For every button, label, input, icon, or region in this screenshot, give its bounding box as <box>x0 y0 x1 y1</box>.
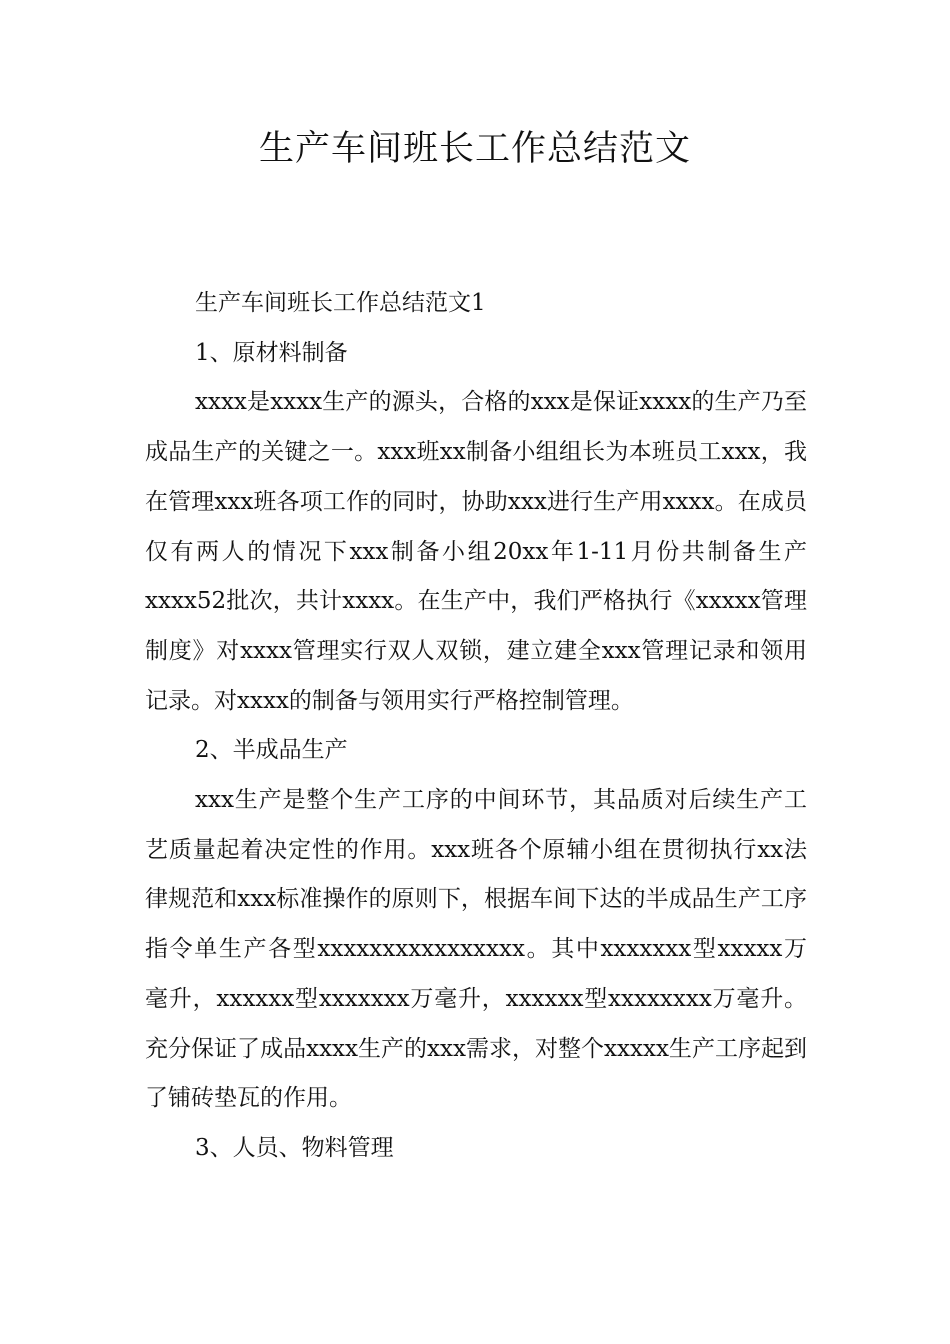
section-heading-raw-materials: 1、原材料制备 <box>195 339 348 366</box>
document-title: 生产车间班长工作总结范文 <box>258 129 691 169</box>
section-heading-main: 生产车间班长工作总结范文1 <box>195 290 486 316</box>
section-heading-semi-finished: 2、半成品生产 <box>195 737 348 764</box>
document-body <box>145 279 807 1174</box>
paragraph-semi-finished: xxx生产是整个生产工序的中间环节，其品质对后续生产工艺质量起着决定性的作用。xxx班各个原辅小组在贯彻执行xx法律规范和xxx标准操作的原则下，根据车间下达的半成品生产工序指令单生产各型xxxxxxxxxxxxxxxx。其中xxxxxxx型xxxxx万毫升，xxxxxx型xxxxxxx万毫升，xxxxxx型xxxxxxxx万毫升。充分保证了成品xxxx生产的xxx需求，对整个xxxxx生产工序起到了铺砖垫瓦的作用。 <box>145 787 807 1112</box>
section-heading-personnel-materials: 3、人员、物料管理 <box>195 1134 394 1161</box>
paragraph-raw-materials: xxxx是xxxx生产的源头，合格的xxx是保证xxxx的生产乃至成品生产的关键之一。xxx班xx制备小组组长为本班员工xxx，我在管理xxx班各项工作的同时，协助xxx进行生产用xxxx。在成员仅有两人的情况下xxx制备小组20xx年1-11月份共制备生产xxxx52批次，共计xxxx。在生产中，我们严格执行《xxxxx管理制度》对xxxx管理实行双人双锁，建立建全xxx管理记录和领用记录。对xxxx的制备与领用实行严格控制管理。 <box>145 389 807 714</box>
